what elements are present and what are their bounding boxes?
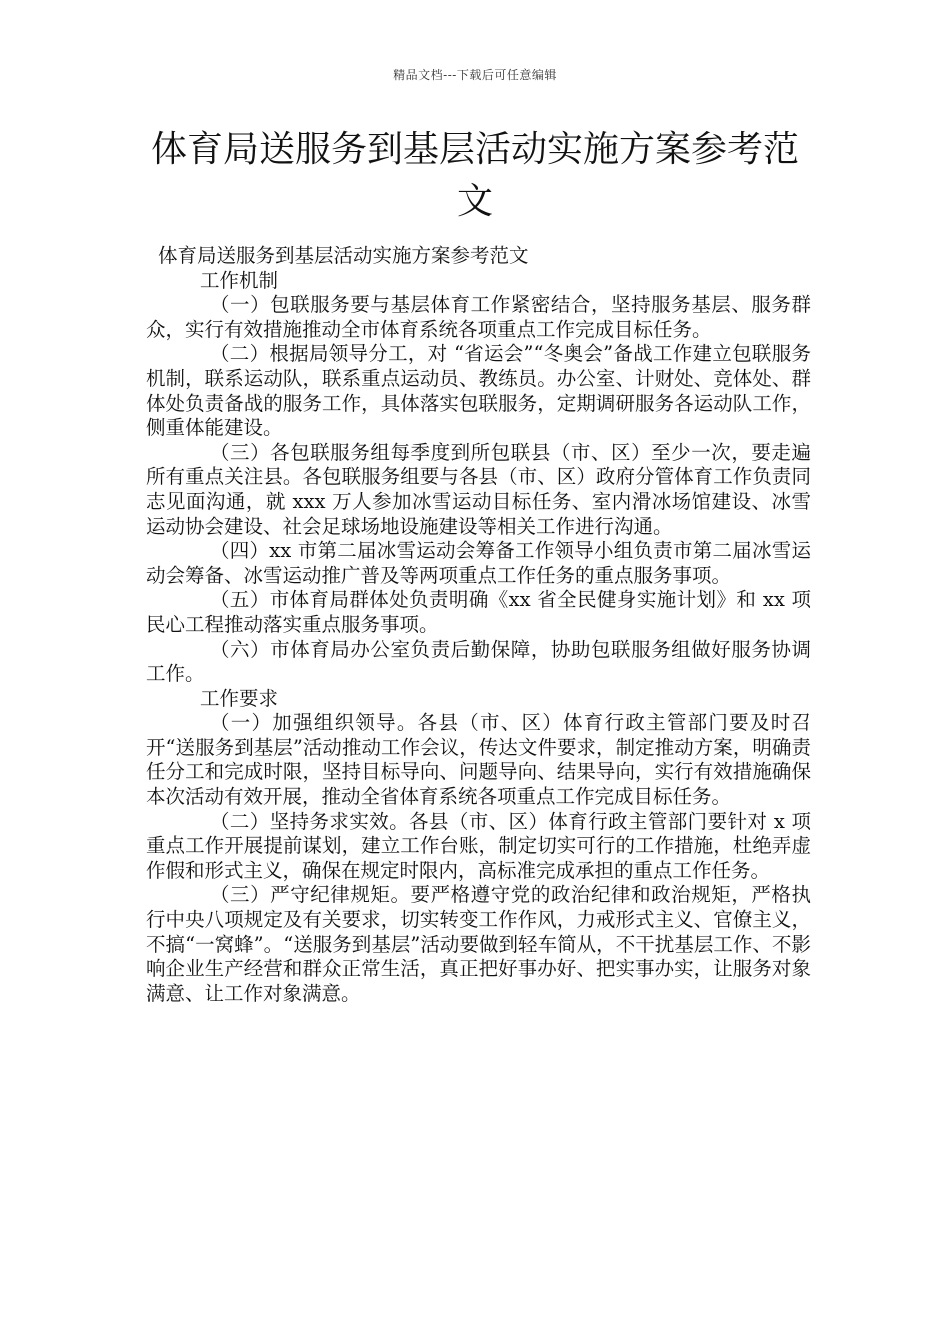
section-heading-requirements: 工作要求 <box>200 686 279 710</box>
paragraph: （五）市体育局群体处负责明确《xx 省全民健身实施计划》和 xx 项民心工程推动落实重点服务事项。 <box>146 588 811 636</box>
document-subtitle: 体育局送服务到基层活动实施方案参考范文 <box>158 244 529 267</box>
paragraph: （二）坚持务求实效。各县（市、区）体育行政主管部门要针对 x 项重点工作开展提前谋划，建立工作台账，制定切实可行的工作措施，杜绝弄虚作假和形式主义，确保在规定时限内，高标准完成承担的重点工作任务。 <box>146 809 811 882</box>
paragraph: （四）xx 市第二届冰雪运动会筹备工作领导小组负责市第二届冰雪运动会筹备、冰雪运动推广普及等两项重点工作任务的重点服务事项。 <box>146 539 811 587</box>
document-body <box>146 244 811 1006</box>
document-title: 体育局送服务到基层活动实施方案参考范文 <box>150 129 799 222</box>
paragraph: （六）市体育局办公室负责后勤保障，协助包联服务组做好服务协调工作。 <box>146 637 811 686</box>
paragraph: （一）加强组织领导。各县（市、区）体育行政主管部门要及时召开“送服务到基层”活动推动工作会议，传达文件要求，制定推动方案，明确责任分工和完成时限，坚持目标导向、问题导向、结果导向，实行有效措施确保本次活动有效开展，推动全省体育系统各项重点工作完成目标任务。 <box>146 711 811 809</box>
header-note: 精品文档---下载后可任意编辑 <box>393 68 557 82</box>
paragraph: （三）各包联服务组每季度到所包联县（市、区）至少一次，要走遍所有重点关注县。各包联服务组要与各县（市、区）政府分管体育工作负责同志见面沟通，就 xxx 万人参加冰雪运动目标任务、室内滑冰场馆建设、冰雪运动协会建设、社会足球场地设施建设等相关工作进行沟通。 <box>146 440 811 538</box>
paragraph: （一）包联服务要与基层体育工作紧密结合，坚持服务基层、服务群众，实行有效措施推动全市体育系统各项重点工作完成目标任务。 <box>146 293 811 341</box>
paragraph: （二）根据局领导分工，对 “省运会”“冬奥会”备战工作建立包联服务机制，联系运动队，联系重点运动员、教练员。办公室、计财处、竞体处、群体处负责备战的服务工作，具体落实包联服务，定期调研服务各运动队工作，侧重体能建设。 <box>146 342 811 440</box>
section-heading-mechanism: 工作机制 <box>200 268 279 292</box>
paragraph: （三）严守纪律规矩。要严格遵守党的政治纪律和政治规矩，严格执行中央八项规定及有关要求，切实转变工作作风，力戒形式主义、官僚主义，不搞“一窝蜂”。“送服务到基层”活动要做到轻车简从，不干扰基层工作、不影响企业生产经营和群众正常生活，真正把好事办好、把实事办实，让服务对象满意、让工作对象满意。 <box>146 883 811 1005</box>
